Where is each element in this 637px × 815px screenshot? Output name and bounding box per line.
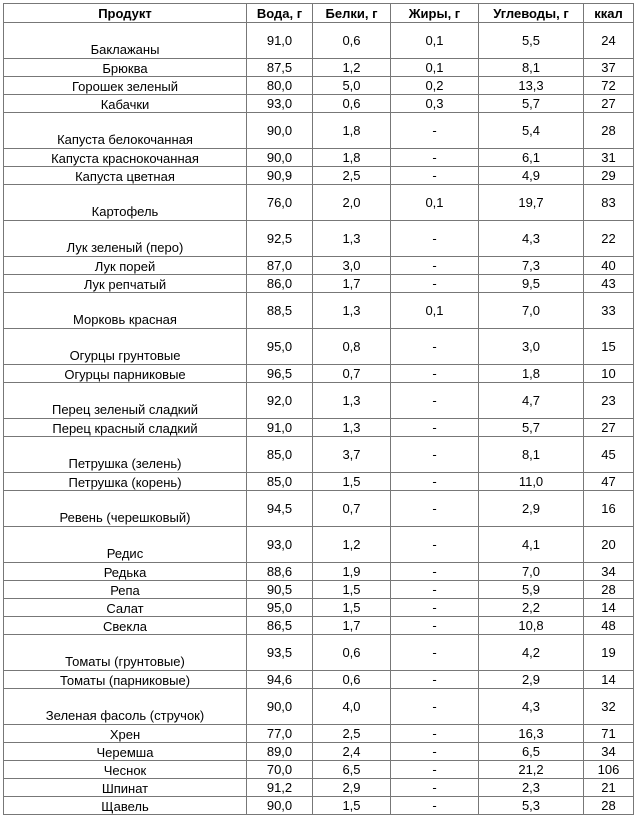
table-row [4, 149, 634, 167]
cell-kcal: 32 [584, 689, 634, 725]
cell-kcal: 34 [584, 743, 634, 761]
cell-water: 93,0 [247, 95, 313, 113]
table-row [4, 419, 634, 437]
cell-protein: 0,6 [313, 23, 391, 59]
cell-water: 90,9 [247, 167, 313, 185]
cell-carbs: 16,3 [479, 725, 584, 743]
cell-carbs: 6,1 [479, 149, 584, 167]
table-row [4, 329, 634, 365]
cell-product: Черемша [4, 743, 247, 761]
header-fat: Жиры, г [391, 4, 479, 23]
table-row [4, 743, 634, 761]
cell-carbs: 7,0 [479, 293, 584, 329]
cell-water: 95,0 [247, 329, 313, 365]
table-row [4, 491, 634, 527]
cell-carbs: 8,1 [479, 59, 584, 77]
table-row [4, 671, 634, 689]
cell-kcal: 45 [584, 437, 634, 473]
cell-kcal: 48 [584, 617, 634, 635]
cell-kcal: 10 [584, 365, 634, 383]
cell-water: 87,5 [247, 59, 313, 77]
cell-protein: 1,3 [313, 383, 391, 419]
cell-water: 95,0 [247, 599, 313, 617]
table-row [4, 383, 634, 419]
cell-product: Томаты (парниковые) [4, 671, 247, 689]
table-row [4, 185, 634, 221]
cell-fat: - [391, 563, 479, 581]
cell-water: 87,0 [247, 257, 313, 275]
cell-product: Петрушка (корень) [4, 473, 247, 491]
cell-product: Свекла [4, 617, 247, 635]
table-row [4, 581, 634, 599]
cell-protein: 0,8 [313, 329, 391, 365]
cell-kcal: 29 [584, 167, 634, 185]
header-product: Продукт [4, 4, 247, 23]
cell-protein: 1,7 [313, 275, 391, 293]
cell-fat: - [391, 329, 479, 365]
table-row [4, 761, 634, 779]
cell-water: 88,5 [247, 293, 313, 329]
header-kcal: ккал [584, 4, 634, 23]
cell-carbs: 6,5 [479, 743, 584, 761]
table-row [4, 437, 634, 473]
cell-protein: 2,5 [313, 725, 391, 743]
cell-water: 85,0 [247, 437, 313, 473]
table-row [4, 563, 634, 581]
cell-water: 86,5 [247, 617, 313, 635]
table-row [4, 617, 634, 635]
cell-carbs: 2,3 [479, 779, 584, 797]
cell-carbs: 9,5 [479, 275, 584, 293]
cell-water: 70,0 [247, 761, 313, 779]
cell-protein: 1,7 [313, 617, 391, 635]
cell-kcal: 20 [584, 527, 634, 563]
table-row [4, 23, 634, 59]
cell-fat: - [391, 671, 479, 689]
cell-carbs: 4,3 [479, 689, 584, 725]
table-row [4, 473, 634, 491]
cell-fat: - [391, 383, 479, 419]
cell-fat: - [391, 689, 479, 725]
cell-kcal: 106 [584, 761, 634, 779]
cell-water: 90,0 [247, 113, 313, 149]
cell-fat: - [391, 725, 479, 743]
cell-water: 91,2 [247, 779, 313, 797]
cell-kcal: 19 [584, 635, 634, 671]
cell-water: 96,5 [247, 365, 313, 383]
cell-fat: 0,2 [391, 77, 479, 95]
cell-protein: 1,8 [313, 149, 391, 167]
table-row [4, 635, 634, 671]
cell-carbs: 19,7 [479, 185, 584, 221]
cell-fat: - [391, 581, 479, 599]
cell-product: Петрушка (зелень) [4, 437, 247, 473]
cell-protein: 3,7 [313, 437, 391, 473]
cell-kcal: 34 [584, 563, 634, 581]
cell-carbs: 5,3 [479, 797, 584, 815]
cell-carbs: 8,1 [479, 437, 584, 473]
cell-product: Огурцы парниковые [4, 365, 247, 383]
cell-water: 88,6 [247, 563, 313, 581]
cell-carbs: 4,1 [479, 527, 584, 563]
cell-protein: 1,2 [313, 59, 391, 77]
header-water: Вода, г [247, 4, 313, 23]
cell-water: 94,5 [247, 491, 313, 527]
cell-carbs: 7,0 [479, 563, 584, 581]
table-row [4, 77, 634, 95]
cell-fat: - [391, 761, 479, 779]
cell-carbs: 4,2 [479, 635, 584, 671]
table-row [4, 293, 634, 329]
cell-product: Морковь красная [4, 293, 247, 329]
cell-water: 90,5 [247, 581, 313, 599]
table-row [4, 725, 634, 743]
cell-kcal: 14 [584, 671, 634, 689]
cell-protein: 0,7 [313, 365, 391, 383]
cell-product: Томаты (грунтовые) [4, 635, 247, 671]
table-row [4, 275, 634, 293]
cell-kcal: 83 [584, 185, 634, 221]
table-row [4, 257, 634, 275]
header-protein: Белки, г [313, 4, 391, 23]
cell-fat: - [391, 527, 479, 563]
cell-product: Хрен [4, 725, 247, 743]
cell-protein: 1,8 [313, 113, 391, 149]
cell-protein: 2,0 [313, 185, 391, 221]
cell-carbs: 2,9 [479, 671, 584, 689]
table-row [4, 527, 634, 563]
cell-protein: 1,3 [313, 419, 391, 437]
cell-protein: 1,5 [313, 797, 391, 815]
cell-water: 94,6 [247, 671, 313, 689]
cell-kcal: 22 [584, 221, 634, 257]
cell-product: Перец красный сладкий [4, 419, 247, 437]
cell-protein: 1,3 [313, 293, 391, 329]
cell-fat: - [391, 635, 479, 671]
header-carbs: Углеводы, г [479, 4, 584, 23]
cell-kcal: 71 [584, 725, 634, 743]
cell-product: Шпинат [4, 779, 247, 797]
cell-product: Перец зеленый сладкий [4, 383, 247, 419]
cell-kcal: 15 [584, 329, 634, 365]
cell-product: Редька [4, 563, 247, 581]
cell-product: Щавель [4, 797, 247, 815]
cell-water: 86,0 [247, 275, 313, 293]
cell-fat: - [391, 113, 479, 149]
cell-fat: - [391, 437, 479, 473]
cell-protein: 1,5 [313, 599, 391, 617]
cell-protein: 0,6 [313, 95, 391, 113]
cell-carbs: 5,5 [479, 23, 584, 59]
cell-protein: 1,9 [313, 563, 391, 581]
cell-kcal: 28 [584, 581, 634, 599]
cell-product: Лук репчатый [4, 275, 247, 293]
cell-kcal: 28 [584, 113, 634, 149]
cell-fat: - [391, 743, 479, 761]
table-row [4, 95, 634, 113]
cell-water: 91,0 [247, 419, 313, 437]
cell-protein: 0,6 [313, 635, 391, 671]
cell-protein: 3,0 [313, 257, 391, 275]
cell-fat: 0,1 [391, 185, 479, 221]
cell-fat: - [391, 419, 479, 437]
cell-water: 91,0 [247, 23, 313, 59]
cell-carbs: 5,9 [479, 581, 584, 599]
cell-protein: 5,0 [313, 77, 391, 95]
cell-water: 89,0 [247, 743, 313, 761]
cell-product: Капуста краснокочанная [4, 149, 247, 167]
cell-kcal: 28 [584, 797, 634, 815]
cell-product: Картофель [4, 185, 247, 221]
cell-kcal: 43 [584, 275, 634, 293]
cell-carbs: 2,9 [479, 491, 584, 527]
cell-carbs: 21,2 [479, 761, 584, 779]
cell-fat: - [391, 149, 479, 167]
cell-protein: 1,2 [313, 527, 391, 563]
cell-kcal: 40 [584, 257, 634, 275]
cell-carbs: 1,8 [479, 365, 584, 383]
header-row [4, 4, 634, 23]
cell-fat: - [391, 365, 479, 383]
table-row [4, 599, 634, 617]
cell-water: 77,0 [247, 725, 313, 743]
cell-protein: 1,5 [313, 581, 391, 599]
cell-fat: 0,3 [391, 95, 479, 113]
cell-carbs: 5,7 [479, 419, 584, 437]
cell-product: Горошек зеленый [4, 77, 247, 95]
cell-carbs: 13,3 [479, 77, 584, 95]
cell-kcal: 27 [584, 95, 634, 113]
cell-carbs: 4,9 [479, 167, 584, 185]
cell-kcal: 37 [584, 59, 634, 77]
table-row [4, 365, 634, 383]
cell-water: 90,0 [247, 797, 313, 815]
table-row [4, 689, 634, 725]
cell-fat: - [391, 167, 479, 185]
cell-water: 90,0 [247, 689, 313, 725]
table-row [4, 797, 634, 815]
cell-product: Капуста цветная [4, 167, 247, 185]
cell-fat: - [391, 797, 479, 815]
cell-protein: 4,0 [313, 689, 391, 725]
table-row [4, 167, 634, 185]
cell-product: Брюква [4, 59, 247, 77]
cell-fat: - [391, 779, 479, 797]
cell-water: 85,0 [247, 473, 313, 491]
cell-product: Лук зеленый (перо) [4, 221, 247, 257]
table-row [4, 221, 634, 257]
cell-water: 92,5 [247, 221, 313, 257]
cell-kcal: 21 [584, 779, 634, 797]
cell-carbs: 7,3 [479, 257, 584, 275]
cell-protein: 2,9 [313, 779, 391, 797]
cell-water: 80,0 [247, 77, 313, 95]
cell-fat: - [391, 275, 479, 293]
cell-water: 93,5 [247, 635, 313, 671]
cell-fat: - [391, 473, 479, 491]
cell-fat: 0,1 [391, 293, 479, 329]
cell-fat: - [391, 257, 479, 275]
nutrition-table [3, 3, 634, 815]
cell-fat: - [391, 221, 479, 257]
table-row [4, 113, 634, 149]
cell-protein: 1,3 [313, 221, 391, 257]
cell-product: Редис [4, 527, 247, 563]
cell-kcal: 47 [584, 473, 634, 491]
cell-carbs: 4,3 [479, 221, 584, 257]
cell-fat: - [391, 599, 479, 617]
cell-product: Ревень (черешковый) [4, 491, 247, 527]
cell-fat: - [391, 617, 479, 635]
cell-kcal: 33 [584, 293, 634, 329]
cell-kcal: 31 [584, 149, 634, 167]
cell-protein: 0,7 [313, 491, 391, 527]
cell-kcal: 24 [584, 23, 634, 59]
cell-fat: - [391, 491, 479, 527]
cell-kcal: 16 [584, 491, 634, 527]
cell-protein: 2,4 [313, 743, 391, 761]
cell-protein: 1,5 [313, 473, 391, 491]
cell-fat: 0,1 [391, 23, 479, 59]
cell-water: 92,0 [247, 383, 313, 419]
cell-product: Огурцы грунтовые [4, 329, 247, 365]
cell-product: Кабачки [4, 95, 247, 113]
cell-product: Баклажаны [4, 23, 247, 59]
cell-fat: 0,1 [391, 59, 479, 77]
cell-product: Зеленая фасоль (стручок) [4, 689, 247, 725]
cell-protein: 2,5 [313, 167, 391, 185]
cell-product: Чеснок [4, 761, 247, 779]
cell-water: 90,0 [247, 149, 313, 167]
cell-product: Репа [4, 581, 247, 599]
cell-carbs: 11,0 [479, 473, 584, 491]
cell-carbs: 10,8 [479, 617, 584, 635]
cell-product: Капуста белокочанная [4, 113, 247, 149]
cell-kcal: 27 [584, 419, 634, 437]
table-row [4, 779, 634, 797]
cell-carbs: 5,4 [479, 113, 584, 149]
cell-kcal: 72 [584, 77, 634, 95]
cell-kcal: 23 [584, 383, 634, 419]
cell-kcal: 14 [584, 599, 634, 617]
cell-carbs: 5,7 [479, 95, 584, 113]
cell-protein: 6,5 [313, 761, 391, 779]
cell-protein: 0,6 [313, 671, 391, 689]
cell-product: Лук порей [4, 257, 247, 275]
table-row [4, 59, 634, 77]
cell-carbs: 3,0 [479, 329, 584, 365]
cell-carbs: 2,2 [479, 599, 584, 617]
cell-water: 93,0 [247, 527, 313, 563]
cell-carbs: 4,7 [479, 383, 584, 419]
cell-water: 76,0 [247, 185, 313, 221]
cell-product: Салат [4, 599, 247, 617]
